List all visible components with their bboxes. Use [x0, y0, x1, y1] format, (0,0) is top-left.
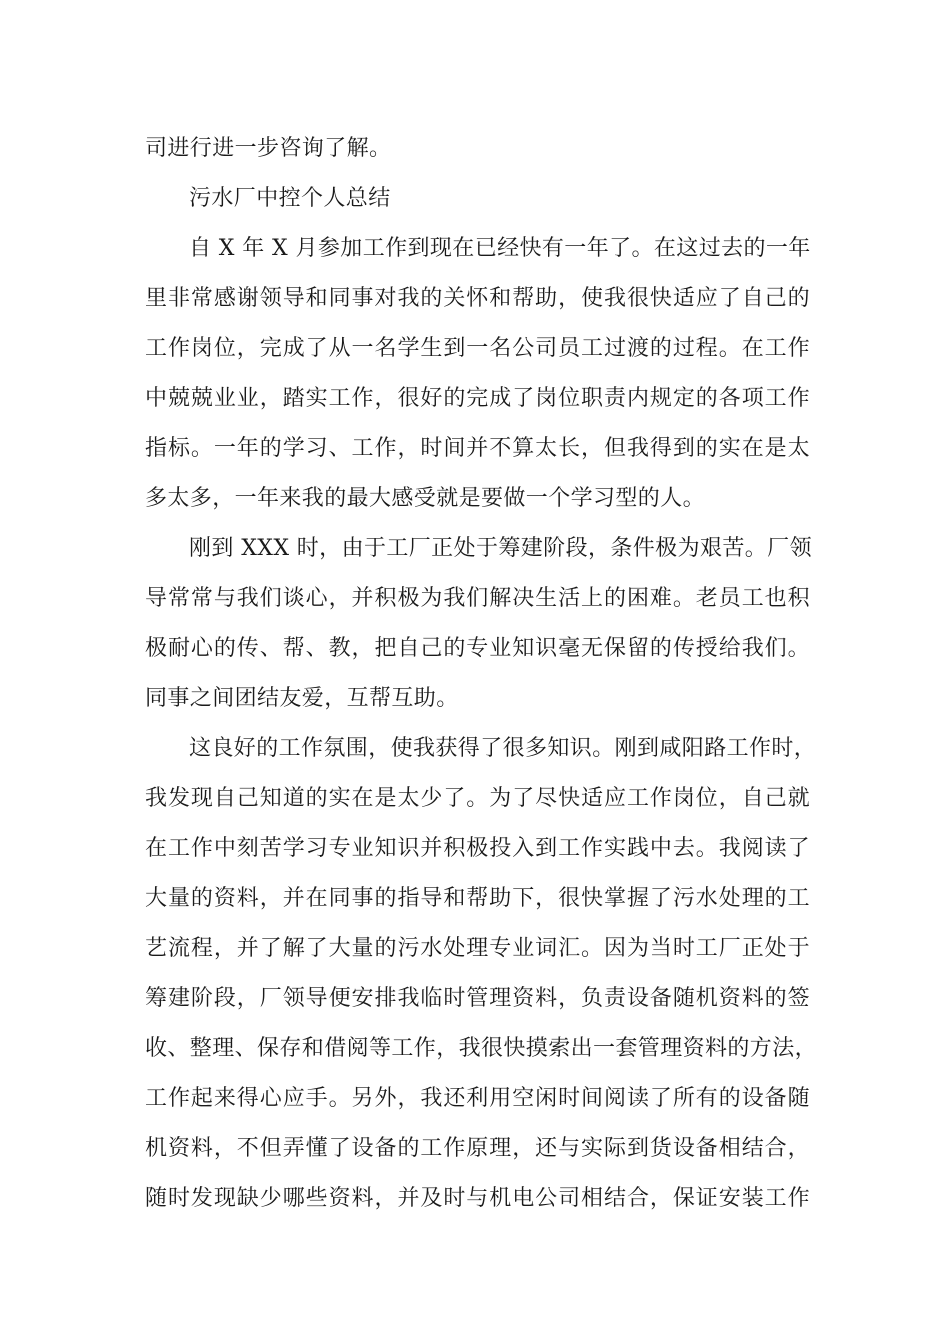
- text-line: 筹建阶段，厂领导便安排我临时管理资料，负责设备随机资料的签: [145, 986, 810, 1011]
- text-line: 刚到 XXX 时，由于工厂正处于筹建阶段，条件极为艰苦。厂领: [189, 536, 812, 561]
- text-line: 自 X 年 X 月参加工作到现在已经快有一年了。在这过去的一年: [189, 236, 811, 261]
- text-line: 艺流程，并了解了大量的污水处理专业词汇。因为当时工厂正处于: [145, 936, 810, 961]
- text-line: 多太多，一年来我的最大感受就是要做一个学习型的人。: [145, 486, 706, 511]
- section-title: [145, 174, 810, 224]
- text-line: 收、整理、保存和借阅等工作，我很快摸索出一套管理资料的方法，: [145, 1036, 818, 1061]
- paragraph-3: [145, 724, 818, 1224]
- text-line: 工作起来得心应手。另外，我还利用空闲时间阅读了所有的设备随: [145, 1086, 810, 1111]
- text-line: 极耐心的传、帮、教，把自己的专业知识毫无保留的传授给我们。: [145, 636, 810, 661]
- text-line: 司进行进一步咨询了解。: [145, 136, 392, 161]
- text-line: 导常常与我们谈心，并积极为我们解决生活上的困难。老员工也积: [145, 586, 810, 611]
- text-line: 这良好的工作氛围，使我获得了很多知识。刚到咸阳路工作时，: [189, 736, 817, 761]
- text-line: 我发现自己知道的实在是太少了。为了尽快适应工作岗位，自己就: [145, 786, 810, 811]
- text-line: 指标。一年的学习、工作，时间并不算太长，但我得到的实在是太: [145, 436, 810, 461]
- text-line: 同事之间团结友爱，互帮互助。: [145, 686, 459, 711]
- paragraph-2: [145, 524, 810, 724]
- paragraph-1: [145, 224, 810, 524]
- text-line: 随时发现缺少哪些资料，并及时与机电公司相结合，保证安装工作: [145, 1186, 810, 1211]
- text-line: 在工作中刻苦学习专业知识并积极投入到工作实践中去。我阅读了: [145, 836, 810, 861]
- continuation-paragraph: [145, 124, 810, 174]
- document-body: [145, 124, 818, 1224]
- text-line: 工作岗位，完成了从一名学生到一名公司员工过渡的过程。在工作: [145, 336, 810, 361]
- text-line: 机资料，不但弄懂了设备的工作原理，还与实际到货设备相结合，: [145, 1136, 810, 1161]
- text-line: 里非常感谢领导和同事对我的关怀和帮助，使我很快适应了自己的: [145, 286, 810, 311]
- title-line: 污水厂中控个人总结: [189, 186, 391, 211]
- text-line: 中兢兢业业，踏实工作，很好的完成了岗位职责内规定的各项工作: [145, 386, 810, 411]
- text-line: 大量的资料，并在同事的指导和帮助下，很快掌握了污水处理的工: [145, 886, 810, 911]
